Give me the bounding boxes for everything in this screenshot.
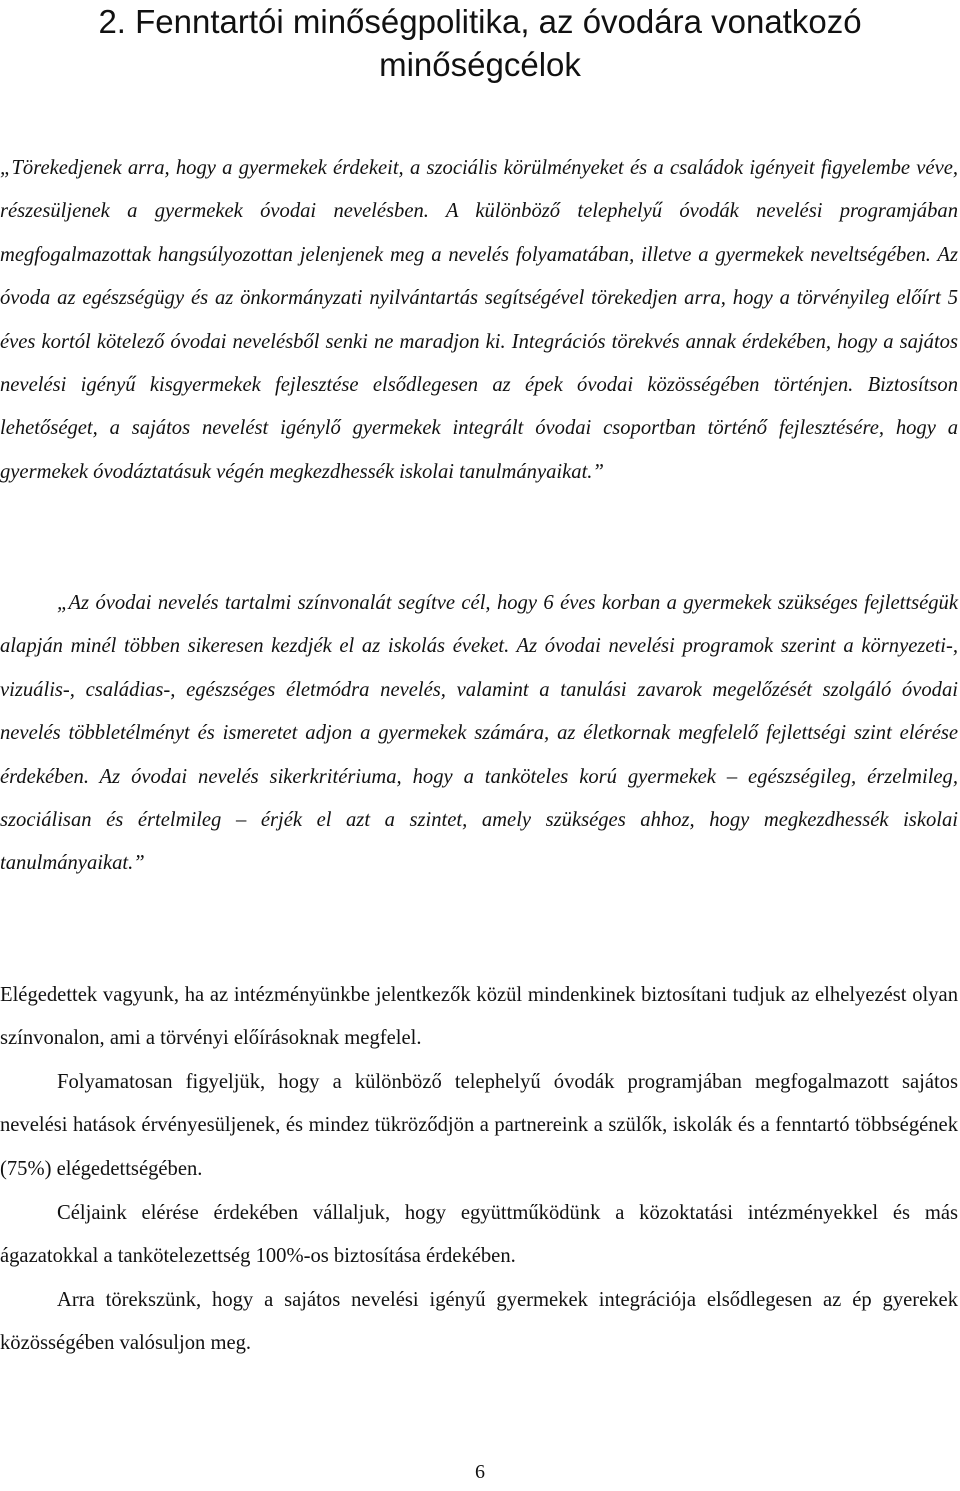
page-number: 6 (475, 1461, 485, 1483)
section-heading (0, 0, 960, 86)
section-heading-line-2: minőségcélok (379, 46, 581, 83)
section-heading-line-1: 2. Fenntartói minőségpolitika, az óvodára vonatkozó (98, 3, 862, 40)
body-paragraph-2: Folyamatosan figyeljük, hogy a különböző telephelyű óvodák programjában megfogalmazott sajátos nevelési hatások érvényesüljenek, és mindez tükröződjön a partnereink a szülők, iskolák és a fenntartó többségének (75%) elégedettségében. (0, 1071, 958, 1180)
quote-paragraph-2: „Az óvodai nevelés tartalmi színvonalát segítve cél, hogy 6 éves korban a gyermekek szükséges fejlettségük alapján minél többen sikeresen kezdjék el az iskolás éveket. Az óvodai nevelési programok szerint a környezeti-, vizuális-, családias-, egészséges életmódra nevelés, valamint a tanulási zavarok megelőzését szolgáló óvodai nevelés többletélményt és ismeretet adjon a gyermekek számára, az életkornak megfelelő fejlettségi szint elérése érdekében. Az óvodai nevelés sikerkritériuma, hogy a tanköteles korú gyermekek – egészségileg, érzelmileg, szociálisan és értelmileg – érjék el azt a szintet, amely szükséges ahhoz, hogy megkezdhessék iskolai tanulmányaikat.” (0, 592, 958, 875)
body-paragraph-1: Elégedettek vagyunk, ha az intézményünkbe jelentkezők közül mindenkinek biztosítani tudjuk az elhelyezést olyan színvonalon, ami a törvényi előírásoknak megfelel. (0, 984, 958, 1050)
body-paragraph-4: Arra törekszünk, hogy a sajátos nevelési igényű gyermekek integrációja elsődlegesen az ép gyerekek közösségében valósuljon meg. (0, 1289, 958, 1355)
quote-paragraph-1: „Törekedjenek arra, hogy a gyermekek érdekeit, a szociális körülményeket és a családok igényeit figyelembe véve, részesüljenek a gyermekek óvodai nevelésben. A különböző telephelyű óvodák nevelési programjában megfogalmazottak hangsúlyozottan jelenjenek meg a nevelés folyamatában, illetve a gyermekek neveltségében. Az óvoda az egészségügy és az önkormányzati nyilvántartás segítségével törekedjen arra, hogy a törvényileg előírt 5 éves kortól kötelező óvodai nevelésből senki ne maradjon ki. Integrációs törekvés annak érdekében, hogy a sajátos nevelési igényű kisgyermekek fejlesztése elsődlegesen az épek óvodai közösségében történjen. Biztosítson lehetőséget, a sajátos nevelést igénylő gyermekek integrált óvodai csoportban történő fejlesztésére, hogy a gyermekek óvodáztatásuk végén megkezdhessék iskolai tanulmányaikat.” (0, 157, 958, 483)
body-paragraph-3: Céljaink elérése érdekében vállaljuk, hogy együttműködünk a közoktatási intézményekkel és más ágazatokkal a tankötelezettség 100%-os biztosítása érdekében. (0, 1202, 958, 1268)
